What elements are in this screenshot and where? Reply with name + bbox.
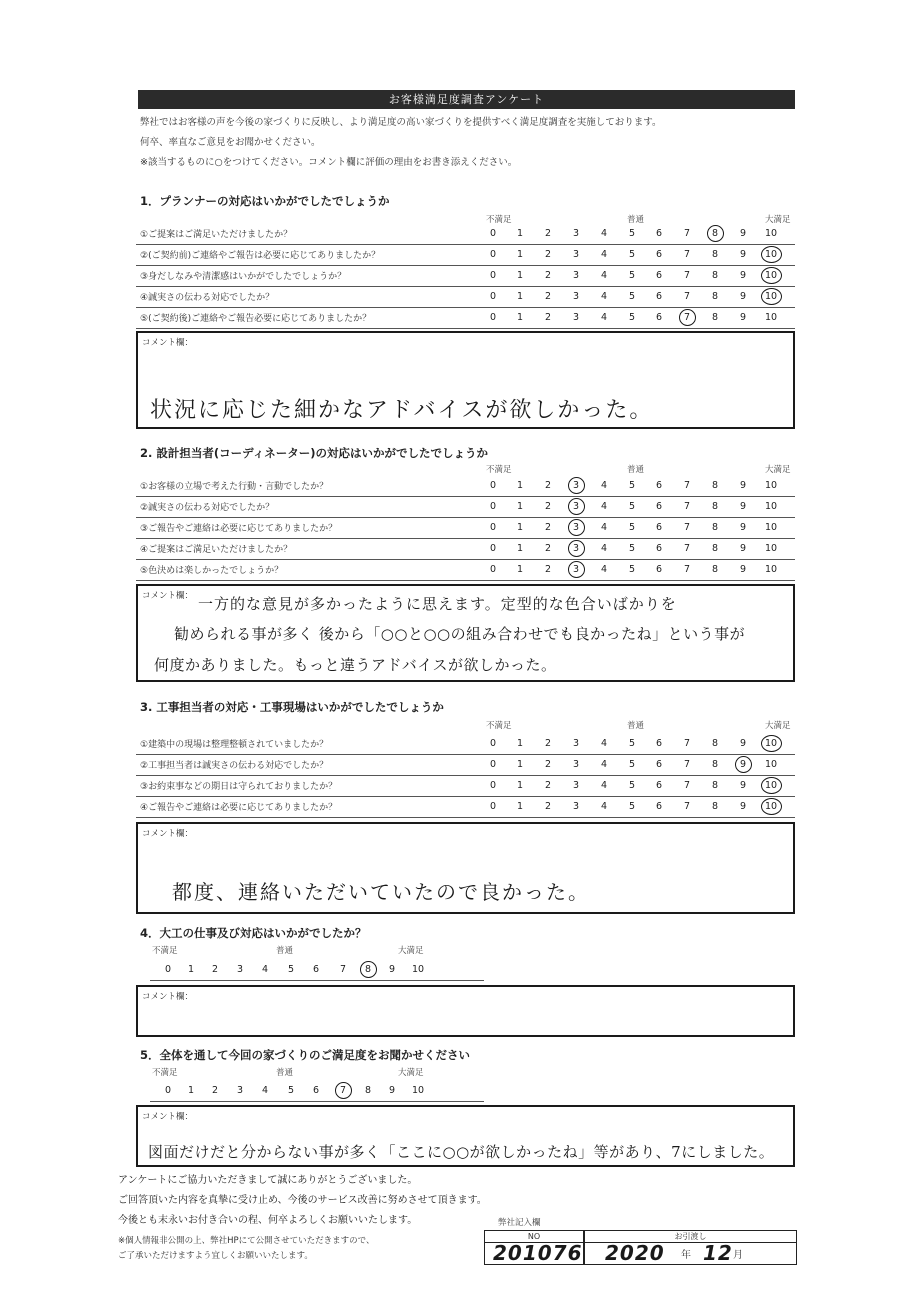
section-3-question-1: ①建築中の現場は整理整頓されていましたか？ xyxy=(140,740,329,750)
section-1-q4-score-0: 0 xyxy=(489,291,497,302)
section-1-q4-score-1: 1 xyxy=(516,291,524,302)
section-3-comment-label: コメント欄： xyxy=(142,829,194,839)
section-2-comment-line-2: 勧められる事が多く 後から「○○と○○の組み合わせでも良かったね」という事が xyxy=(174,625,746,643)
section-2-q4-score-1: 1 xyxy=(516,543,524,554)
section-2-q2-score-7: 7 xyxy=(683,501,691,512)
survey-title-banner: お客様満足度調査アンケート xyxy=(138,90,795,109)
section-1-q5-score-5: 5 xyxy=(628,312,636,323)
section-1-q4-score-5: 5 xyxy=(628,291,636,302)
section-5-score-3: 3 xyxy=(236,1085,244,1096)
section-2-q2-score-4: 4 xyxy=(600,501,608,512)
section-1-q1-score-10: 10 xyxy=(764,228,778,239)
section-4-scale-high: 大満足 xyxy=(398,946,424,956)
section-3-q3-score-10: 10 xyxy=(764,780,778,791)
section-3-comment-box xyxy=(136,822,795,914)
section-1-q4-score-6: 6 xyxy=(655,291,663,302)
section-3-q4-score-6: 6 xyxy=(655,801,663,812)
section-5-comment-box xyxy=(136,1105,795,1167)
section-1-q3-score-5: 5 xyxy=(628,270,636,281)
section-2-q1-selected-circle xyxy=(568,477,585,494)
section-2-comment-line-3: 何度かありました。もっと違うアドバイスが欲しかった。 xyxy=(154,656,557,674)
section-1-q2-score-5: 5 xyxy=(628,249,636,260)
section-1-q1-score-6: 6 xyxy=(655,228,663,239)
section-2-q3-score-1: 1 xyxy=(516,522,524,533)
section-2-q3-selected-circle xyxy=(568,519,585,536)
section-1-q3-score-8: 8 xyxy=(711,270,719,281)
section-2-question-4: ④ご提案はご満足いただけましたか？ xyxy=(140,545,293,555)
section-2-q3-score-5: 5 xyxy=(628,522,636,533)
section-1-q4-score-7: 7 xyxy=(683,291,691,302)
section-1-q5-score-10: 10 xyxy=(764,312,778,323)
section-1-question-1: ①ご提案はご満足いただけましたか？ xyxy=(140,230,293,240)
section-2-q4-score-9: 9 xyxy=(739,543,747,554)
section-3-q1-score-0: 0 xyxy=(489,738,497,749)
section-1-comment-line-1: 状況に応じた細かなアドバイスが欲しかった。 xyxy=(150,398,654,423)
section-2-comment-line-1: 一方的な意見が多かったように思えます。定型的な色合いばかりを xyxy=(198,595,677,613)
section-5-score-7: 7 xyxy=(339,1085,347,1096)
section-2-q3-score-10: 10 xyxy=(764,522,778,533)
section-2-q2-underline xyxy=(136,517,795,518)
section-3-q2-score-3: 3 xyxy=(572,759,580,770)
section-3-q4-score-2: 2 xyxy=(544,801,552,812)
section-1-q1-selected-circle xyxy=(707,225,724,242)
section-1-q3-score-3: 3 xyxy=(572,270,580,281)
section-2-q1-score-6: 6 xyxy=(655,480,663,491)
section-2-q5-selected-circle xyxy=(568,561,585,578)
section-2-q5-score-0: 0 xyxy=(489,564,497,575)
section-2-q5-score-3: 3 xyxy=(572,564,580,575)
section-1-scale-low: 不満足 xyxy=(486,215,512,225)
section-2-question-1: ①お客様の立場で考えた行動・言動でしたか？ xyxy=(140,482,329,492)
section-5-scale-mid: 普通 xyxy=(276,1068,294,1078)
section-3-q3-underline xyxy=(136,796,795,797)
section-1-q2-score-3: 3 xyxy=(572,249,580,260)
section-1-question-4: ④誠実さの伝わる対応でしたか？ xyxy=(140,293,275,303)
section-1-q1-score-2: 2 xyxy=(544,228,552,239)
section-1-q3-score-2: 2 xyxy=(544,270,552,281)
section-3-q2-score-1: 1 xyxy=(516,759,524,770)
section-3-q1-underline xyxy=(136,754,795,755)
section-1-q5-underline xyxy=(136,328,795,329)
section-2-q4-underline xyxy=(136,559,795,560)
section-3-q4-score-1: 1 xyxy=(516,801,524,812)
section-1-q5-score-0: 0 xyxy=(489,312,497,323)
section-1-title: 1．プランナーの対応はいかがでしたでしょうか xyxy=(140,194,390,208)
section-3-q1-score-8: 8 xyxy=(711,738,719,749)
section-4-underline xyxy=(150,980,484,981)
section-2-question-5: ⑤色決めは楽しかったでしょうか？ xyxy=(140,566,284,576)
section-1-question-5: ⑤(ご契約後)ご連絡やご報告必要に応じてありましたか？ xyxy=(140,314,372,324)
section-3-q1-score-9: 9 xyxy=(739,738,747,749)
section-4-score-5: 5 xyxy=(287,964,295,975)
section-1-q3-score-1: 1 xyxy=(516,270,524,281)
section-1-q4-underline xyxy=(136,307,795,308)
handover-label: お引渡し xyxy=(585,1231,796,1243)
section-5-score-4: 4 xyxy=(261,1085,269,1096)
section-2-comment-box xyxy=(136,584,795,682)
section-4-title: 4．大工の仕事及び対応はいかがでしたか？ xyxy=(140,926,367,940)
section-1-q1-score-3: 3 xyxy=(572,228,580,239)
section-4-score-2: 2 xyxy=(211,964,219,975)
section-5-selected-circle xyxy=(335,1082,352,1099)
section-2-q4-selected-circle xyxy=(568,540,585,557)
section-1-q2-score-1: 1 xyxy=(516,249,524,260)
section-2-q5-score-1: 1 xyxy=(516,564,524,575)
section-3-q2-score-2: 2 xyxy=(544,759,552,770)
section-3-scale-mid: 普通 xyxy=(627,721,645,731)
footer-note-1: ※個人情報非公開の上、弊社HPにて公開させていただきますので、 xyxy=(118,1236,375,1246)
section-1-scale-high: 大満足 xyxy=(765,215,791,225)
section-5-comment-label: コメント欄： xyxy=(142,1112,194,1122)
section-4-scale-low: 不満足 xyxy=(152,946,178,956)
section-2-q5-score-5: 5 xyxy=(628,564,636,575)
section-2-q1-score-9: 9 xyxy=(739,480,747,491)
section-5-score-6: 6 xyxy=(312,1085,320,1096)
section-1-q4-score-3: 3 xyxy=(572,291,580,302)
section-2-q1-underline xyxy=(136,496,795,497)
section-3-question-4: ④ご報告やご連絡は必要に応じてありましたか？ xyxy=(140,803,338,813)
section-2-q2-score-8: 8 xyxy=(711,501,719,512)
section-2-q3-score-6: 6 xyxy=(655,522,663,533)
section-3-q1-score-1: 1 xyxy=(516,738,524,749)
section-1-q5-score-2: 2 xyxy=(544,312,552,323)
section-2-q1-score-3: 3 xyxy=(572,480,580,491)
section-1-q3-score-4: 4 xyxy=(600,270,608,281)
handover-box xyxy=(584,1230,797,1265)
section-2-q3-score-2: 2 xyxy=(544,522,552,533)
section-4-score-4: 4 xyxy=(261,964,269,975)
section-3-q4-score-10: 10 xyxy=(764,801,778,812)
section-3-q4-selected-circle xyxy=(761,798,782,815)
section-3-q2-score-8: 8 xyxy=(711,759,719,770)
section-3-q1-score-5: 5 xyxy=(628,738,636,749)
section-2-q4-score-3: 3 xyxy=(572,543,580,554)
section-2-q5-score-10: 10 xyxy=(764,564,778,575)
section-3-q1-score-4: 4 xyxy=(600,738,608,749)
section-1-q3-score-10: 10 xyxy=(764,270,778,281)
section-1-q5-score-9: 9 xyxy=(739,312,747,323)
section-5-comment-line-1: 図面だけだと分からない事が多く「ここに○○が欲しかったね」等があり、7にしました。 xyxy=(148,1143,775,1161)
section-2-q3-score-0: 0 xyxy=(489,522,497,533)
section-3-q3-score-2: 2 xyxy=(544,780,552,791)
section-3-q3-score-9: 9 xyxy=(739,780,747,791)
section-3-q1-score-7: 7 xyxy=(683,738,691,749)
section-1-scale-mid: 普通 xyxy=(627,215,645,225)
section-1-q4-score-10: 10 xyxy=(764,291,778,302)
section-2-scale-high: 大満足 xyxy=(765,465,791,475)
section-2-q1-score-4: 4 xyxy=(600,480,608,491)
section-3-q2-score-0: 0 xyxy=(489,759,497,770)
intro-line-1: 弊社ではお客様の声を今後の家づくりに反映し、より満足度の高い家づくりを提供すべく満足度調査を実施しております。 xyxy=(140,117,662,128)
section-1-q2-score-0: 0 xyxy=(489,249,497,260)
section-4-score-9: 9 xyxy=(388,964,396,975)
section-2-q5-score-6: 6 xyxy=(655,564,663,575)
section-2-q4-score-5: 5 xyxy=(628,543,636,554)
section-1-q3-selected-circle xyxy=(761,267,782,284)
section-3-q2-score-6: 6 xyxy=(655,759,663,770)
section-3-q3-score-3: 3 xyxy=(572,780,580,791)
handover-year-value: 2020 xyxy=(605,1241,665,1265)
section-4-comment-box xyxy=(136,985,795,1037)
section-2-scale-low: 不満足 xyxy=(486,465,512,475)
section-5-underline xyxy=(150,1101,484,1102)
handover-year-label: 年 xyxy=(681,1250,691,1261)
section-1-q2-score-6: 6 xyxy=(655,249,663,260)
section-1-q2-underline xyxy=(136,265,795,266)
section-5-score-5: 5 xyxy=(287,1085,295,1096)
section-4-score-7: 7 xyxy=(339,964,347,975)
section-3-q4-score-8: 8 xyxy=(711,801,719,812)
section-3-q4-score-9: 9 xyxy=(739,801,747,812)
section-1-q1-score-4: 4 xyxy=(600,228,608,239)
section-2-q5-underline xyxy=(136,580,795,581)
section-1-q4-score-2: 2 xyxy=(544,291,552,302)
section-2-q1-score-2: 2 xyxy=(544,480,552,491)
section-3-question-3: ③お約束事などの期日は守られておりましたか？ xyxy=(140,782,338,792)
section-1-q2-score-9: 9 xyxy=(739,249,747,260)
section-5-score-0: 0 xyxy=(164,1085,172,1096)
section-1-q2-score-4: 4 xyxy=(600,249,608,260)
section-1-question-2: ②(ご契約前)ご連絡やご報告は必要に応じてありましたか？ xyxy=(140,251,381,261)
section-2-q2-score-10: 10 xyxy=(764,501,778,512)
section-3-scale-low: 不満足 xyxy=(486,721,512,731)
section-3-q4-underline xyxy=(136,817,795,818)
section-1-q2-score-2: 2 xyxy=(544,249,552,260)
section-2-q4-score-4: 4 xyxy=(600,543,608,554)
section-5-score-8: 8 xyxy=(364,1085,372,1096)
section-2-title: 2. 設計担当者(コーディネーター)の対応はいかがでしたでしょうか xyxy=(140,446,488,460)
section-1-q5-selected-circle xyxy=(679,309,696,326)
section-3-q4-score-0: 0 xyxy=(489,801,497,812)
section-1-q4-selected-circle xyxy=(761,288,782,305)
section-1-q1-score-5: 5 xyxy=(628,228,636,239)
section-1-q3-score-0: 0 xyxy=(489,270,497,281)
footer-line-3: 今後とも末永いお付き合いの程、何卒よろしくお願いいたします。 xyxy=(118,1215,418,1226)
section-5-title: 5．全体を通して今回の家づくりのご満足度をお聞かせください xyxy=(140,1048,470,1062)
section-2-q5-score-7: 7 xyxy=(683,564,691,575)
section-3-q2-score-4: 4 xyxy=(600,759,608,770)
section-4-score-10: 10 xyxy=(411,964,425,975)
section-2-q5-score-9: 9 xyxy=(739,564,747,575)
section-5-score-9: 9 xyxy=(388,1085,396,1096)
section-4-score-3: 3 xyxy=(236,964,244,975)
section-5-scale-high: 大満足 xyxy=(398,1068,424,1078)
section-3-q4-score-7: 7 xyxy=(683,801,691,812)
section-1-q2-score-8: 8 xyxy=(711,249,719,260)
section-3-q2-selected-circle xyxy=(735,756,752,773)
section-1-q5-score-7: 7 xyxy=(683,312,691,323)
footer-note-2: ご了承いただけますよう宜しくお願いいたします。 xyxy=(118,1251,313,1261)
section-2-q5-score-8: 8 xyxy=(711,564,719,575)
section-2-q4-score-7: 7 xyxy=(683,543,691,554)
section-3-q2-score-9: 9 xyxy=(739,759,747,770)
section-2-q2-score-3: 3 xyxy=(572,501,580,512)
section-1-q1-underline xyxy=(136,244,795,245)
section-2-q4-score-6: 6 xyxy=(655,543,663,554)
section-1-q5-score-6: 6 xyxy=(655,312,663,323)
section-4-comment-label: コメント欄： xyxy=(142,992,194,1002)
section-3-q3-score-6: 6 xyxy=(655,780,663,791)
section-2-q3-score-8: 8 xyxy=(711,522,719,533)
section-1-q4-score-4: 4 xyxy=(600,291,608,302)
section-2-q3-score-4: 4 xyxy=(600,522,608,533)
section-2-q4-score-0: 0 xyxy=(489,543,497,554)
section-1-question-3: ③身だしなみや清潔感はいかがでしたでしょうか？ xyxy=(140,272,347,282)
section-3-q1-score-6: 6 xyxy=(655,738,663,749)
section-1-q3-score-6: 6 xyxy=(655,270,663,281)
section-1-comment-label: コメント欄： xyxy=(142,338,194,348)
section-4-score-8: 8 xyxy=(364,964,372,975)
section-1-q3-score-7: 7 xyxy=(683,270,691,281)
section-4-score-6: 6 xyxy=(312,964,320,975)
section-3-q3-score-7: 7 xyxy=(683,780,691,791)
section-3-q3-score-8: 8 xyxy=(711,780,719,791)
section-2-q1-score-10: 10 xyxy=(764,480,778,491)
office-use-label: 弊社記入欄 xyxy=(498,1218,541,1228)
section-1-q1-score-1: 1 xyxy=(516,228,524,239)
section-1-q5-score-4: 4 xyxy=(600,312,608,323)
section-2-q2-score-6: 6 xyxy=(655,501,663,512)
section-2-q5-score-4: 4 xyxy=(600,564,608,575)
section-2-q2-score-2: 2 xyxy=(544,501,552,512)
section-4-score-0: 0 xyxy=(164,964,172,975)
section-2-q1-score-5: 5 xyxy=(628,480,636,491)
section-1-comment-box xyxy=(136,331,795,429)
section-2-q2-score-1: 1 xyxy=(516,501,524,512)
section-2-q4-score-10: 10 xyxy=(764,543,778,554)
section-3-q2-score-7: 7 xyxy=(683,759,691,770)
section-3-q1-score-10: 10 xyxy=(764,738,778,749)
section-4-scale-mid: 普通 xyxy=(276,946,294,956)
section-1-q1-score-8: 8 xyxy=(711,228,719,239)
section-3-q3-score-0: 0 xyxy=(489,780,497,791)
section-1-q5-score-8: 8 xyxy=(711,312,719,323)
section-5-scale-low: 不満足 xyxy=(152,1068,178,1078)
section-2-scale-mid: 普通 xyxy=(627,465,645,475)
section-2-q1-score-0: 0 xyxy=(489,480,497,491)
section-3-q3-selected-circle xyxy=(761,777,782,794)
section-2-q3-underline xyxy=(136,538,795,539)
section-1-q4-score-9: 9 xyxy=(739,291,747,302)
handover-month-label: 月 xyxy=(733,1250,743,1261)
section-1-q1-score-7: 7 xyxy=(683,228,691,239)
section-3-question-2: ②工事担当者は誠実さの伝わる対応でしたか？ xyxy=(140,761,329,771)
section-3-q1-score-2: 2 xyxy=(544,738,552,749)
footer-line-1: アンケートにご協力いただきまして誠にありがとうございました。 xyxy=(118,1175,418,1186)
handover-month-value: 12 xyxy=(703,1241,733,1265)
section-3-title: 3. 工事担当者の対応・工事現場はいかがでしたでしょうか xyxy=(140,700,444,714)
section-3-q3-score-1: 1 xyxy=(516,780,524,791)
section-1-q3-score-9: 9 xyxy=(739,270,747,281)
section-1-q1-score-9: 9 xyxy=(739,228,747,239)
section-3-q1-selected-circle xyxy=(761,735,782,752)
section-3-q2-score-10: 10 xyxy=(764,759,778,770)
section-2-q3-score-7: 7 xyxy=(683,522,691,533)
section-4-score-1: 1 xyxy=(187,964,195,975)
section-2-q1-score-7: 7 xyxy=(683,480,691,491)
record-no-value: 201076 xyxy=(493,1241,583,1265)
section-3-q4-score-5: 5 xyxy=(628,801,636,812)
section-5-score-2: 2 xyxy=(211,1085,219,1096)
section-3-comment-line-1: 都度、連絡いただいていたので良かった。 xyxy=(172,880,590,904)
section-2-q1-score-8: 8 xyxy=(711,480,719,491)
section-5-score-10: 10 xyxy=(411,1085,425,1096)
section-2-q4-score-2: 2 xyxy=(544,543,552,554)
section-2-q3-score-3: 3 xyxy=(572,522,580,533)
record-no-label: NO xyxy=(485,1231,583,1243)
section-5-score-1: 1 xyxy=(187,1085,195,1096)
section-1-q2-score-10: 10 xyxy=(764,249,778,260)
section-2-question-3: ③ご報告やご連絡は必要に応じてありましたか？ xyxy=(140,524,338,534)
section-2-q4-score-8: 8 xyxy=(711,543,719,554)
section-2-q1-score-1: 1 xyxy=(516,480,524,491)
intro-line-2: 何卒、率直なご意見をお聞かせください。 xyxy=(140,137,321,148)
section-2-q3-score-9: 9 xyxy=(739,522,747,533)
section-3-q2-score-5: 5 xyxy=(628,759,636,770)
section-1-q2-selected-circle xyxy=(761,246,782,263)
section-2-q2-score-5: 5 xyxy=(628,501,636,512)
section-2-question-2: ②誠実さの伝わる対応でしたか？ xyxy=(140,503,275,513)
section-1-q2-score-7: 7 xyxy=(683,249,691,260)
section-2-q5-score-2: 2 xyxy=(544,564,552,575)
section-3-q3-score-4: 4 xyxy=(600,780,608,791)
section-3-q3-score-5: 5 xyxy=(628,780,636,791)
footer-line-2: ご回答頂いた内容を真摯に受け止め、今後のサービス改善に努めさせて頂きます。 xyxy=(118,1195,487,1206)
record-no-box xyxy=(484,1230,584,1265)
section-2-comment-label: コメント欄： xyxy=(142,591,194,601)
section-1-q5-score-1: 1 xyxy=(516,312,524,323)
section-1-q1-score-0: 0 xyxy=(489,228,497,239)
section-3-q1-score-3: 3 xyxy=(572,738,580,749)
section-1-q3-underline xyxy=(136,286,795,287)
section-3-q4-score-4: 4 xyxy=(600,801,608,812)
section-4-selected-circle xyxy=(360,961,377,978)
section-3-scale-high: 大満足 xyxy=(765,721,791,731)
section-3-q2-underline xyxy=(136,775,795,776)
intro-line-3: ※該当するものに○をつけてください。コメント欄に評価の理由をお書き添えください。 xyxy=(140,157,518,168)
section-3-q4-score-3: 3 xyxy=(572,801,580,812)
section-2-q2-selected-circle xyxy=(568,498,585,515)
section-1-q5-score-3: 3 xyxy=(572,312,580,323)
section-2-q2-score-9: 9 xyxy=(739,501,747,512)
section-1-q4-score-8: 8 xyxy=(711,291,719,302)
section-2-q2-score-0: 0 xyxy=(489,501,497,512)
